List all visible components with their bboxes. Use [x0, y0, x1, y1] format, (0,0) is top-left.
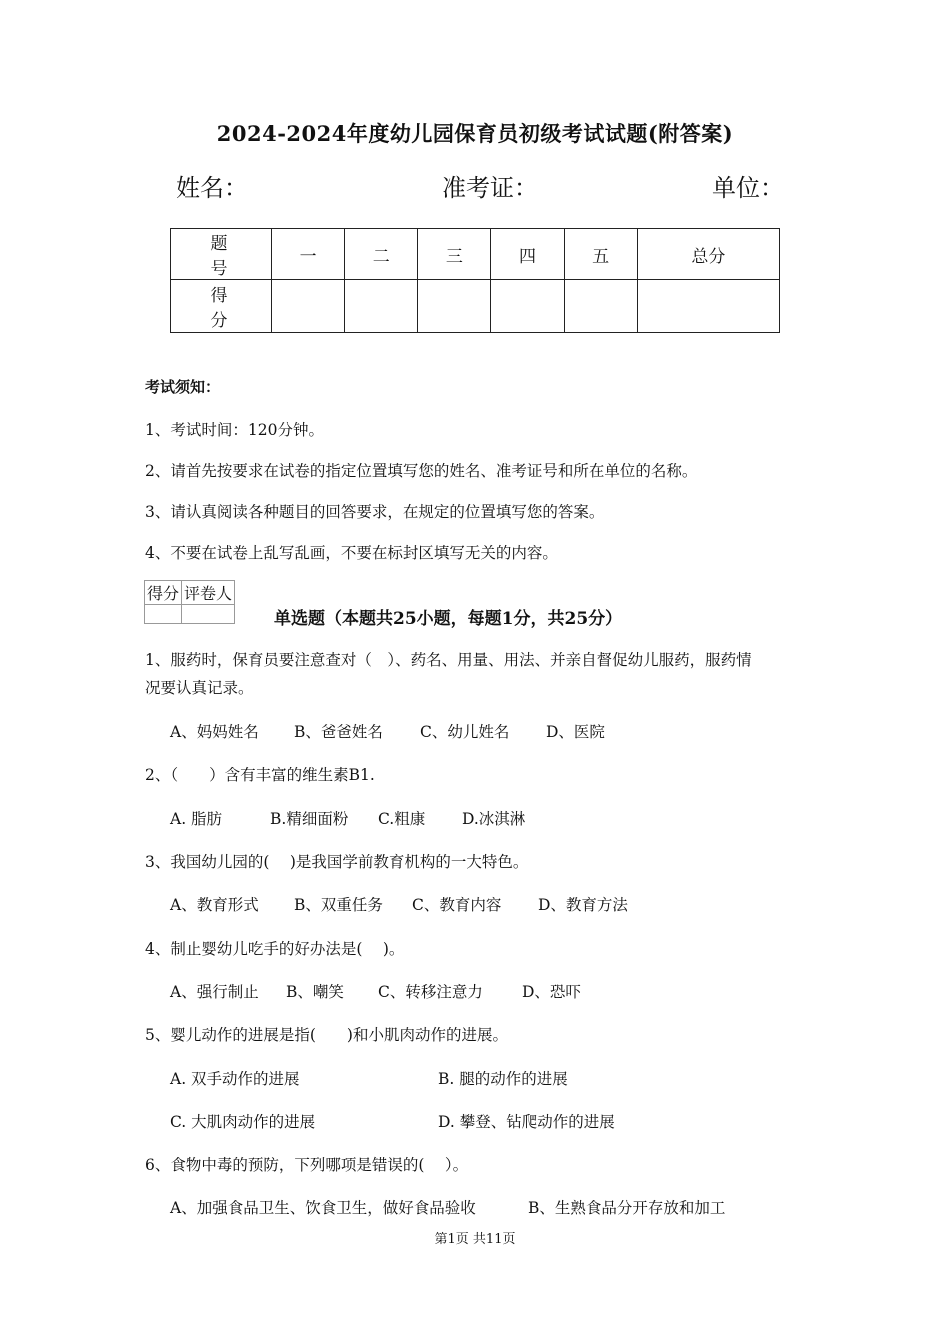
question-2-option-a: A. 脂肪 [170, 810, 223, 828]
score-cell-1[interactable] [272, 280, 345, 333]
question-2-option-c: C.粗康 [378, 810, 426, 828]
score-cell-4[interactable] [491, 280, 564, 333]
question-2-option-b: B.精细面粉 [270, 810, 349, 828]
question-1-text: 1、服药时，保育员要注意查对（ ）、药名、用量、用法、并亲自督促幼儿服药，服药情 [145, 651, 752, 669]
notice-item: 2、请首先按要求在试卷的指定位置填写您的姓名、准考证号和所在单位的名称。 [145, 462, 698, 480]
question-4-option-a: A、强行制止 [170, 983, 259, 1001]
question-4-option-c: C、转移注意力 [378, 983, 483, 1001]
notice-item: 4、不要在试卷上乱写乱画，不要在标封区填写无关的内容。 [145, 544, 558, 562]
question-4-option-b: B、嘲笑 [286, 983, 344, 1001]
score-table-col-total: 总分 [637, 229, 779, 280]
unit-field-label: 单位： [712, 174, 784, 202]
question-5-option-a: A. 双手动作的进展 [170, 1070, 300, 1088]
notice-item: 1、考试时间：120分钟。 [145, 421, 324, 439]
grader-box-score-cell[interactable] [145, 605, 182, 624]
score-cell-total[interactable] [637, 280, 779, 333]
page-footer: 第1页 共11页 [434, 1232, 516, 1247]
question-1-option-a: A、妈妈姓名 [170, 723, 259, 741]
name-field-label: 姓名： [176, 174, 248, 202]
question-2-text: 2、（ ）含有丰富的维生素B1. [145, 766, 375, 784]
score-table-col-3: 三 [418, 229, 491, 280]
question-6-option-a: A、加强食品卫生、饮食卫生，做好食品验收 [170, 1199, 476, 1217]
question-3-option-d: D、教育方法 [538, 896, 628, 914]
question-3-option-a: A、教育形式 [170, 896, 259, 914]
notice-item: 3、请认真阅读各种题目的回答要求，在规定的位置填写您的答案。 [145, 503, 605, 521]
question-6-text: 6、食物中毒的预防，下列哪项是错误的( ）。 [145, 1156, 469, 1174]
score-cell-5[interactable] [564, 280, 637, 333]
grader-box-grader-cell[interactable] [182, 605, 235, 624]
score-cell-3[interactable] [418, 280, 491, 333]
question-1-text-cont: 况要认真记录。 [145, 679, 254, 697]
question-5-option-d: D. 攀登、钻爬动作的进展 [438, 1113, 615, 1131]
grader-box-grader-label: 评卷人 [182, 581, 235, 605]
question-5-option-c: C. 大肌肉动作的进展 [170, 1113, 316, 1131]
question-1-option-b: B、爸爸姓名 [294, 723, 383, 741]
score-table-col-1: 一 [272, 229, 345, 280]
score-table-score-label: 得 分 [171, 280, 272, 333]
score-table-col-2: 二 [345, 229, 418, 280]
question-5-text: 5、婴儿动作的进展是指( )和小肌肉动作的进展。 [145, 1026, 508, 1044]
question-4-text: 4、制止婴幼儿吃手的好办法是( )。 [145, 940, 405, 958]
question-3-option-b: B、双重任务 [294, 896, 383, 914]
page-title: 2024-2024年度幼儿园保育员初级考试试题(附答案) [216, 121, 734, 146]
grader-box-score-label: 得分 [145, 581, 182, 605]
notice-heading: 考试须知： [145, 378, 221, 396]
question-3-text: 3、我国幼儿园的( )是我国学前教育机构的一大特色。 [145, 853, 529, 871]
grader-box [144, 580, 235, 624]
question-5-option-b: B. 腿的动作的进展 [438, 1070, 568, 1088]
exam-id-field-label: 准考证： [442, 174, 538, 202]
question-3-option-c: C、教育内容 [412, 896, 502, 914]
question-4-option-d: D、恐吓 [522, 983, 581, 1001]
score-cell-2[interactable] [345, 280, 418, 333]
question-1-option-d: D、医院 [546, 723, 605, 741]
score-table [170, 228, 780, 333]
section-title: 单选题（本题共25小题，每题1分，共25分） [274, 609, 623, 629]
score-table-col-5: 五 [564, 229, 637, 280]
question-6-option-b: B、生熟食品分开存放和加工 [528, 1199, 726, 1217]
question-2-option-d: D.冰淇淋 [462, 810, 526, 828]
question-1-option-c: C、幼儿姓名 [420, 723, 510, 741]
score-table-header-label: 题 号 [171, 229, 272, 280]
score-table-col-4: 四 [491, 229, 564, 280]
